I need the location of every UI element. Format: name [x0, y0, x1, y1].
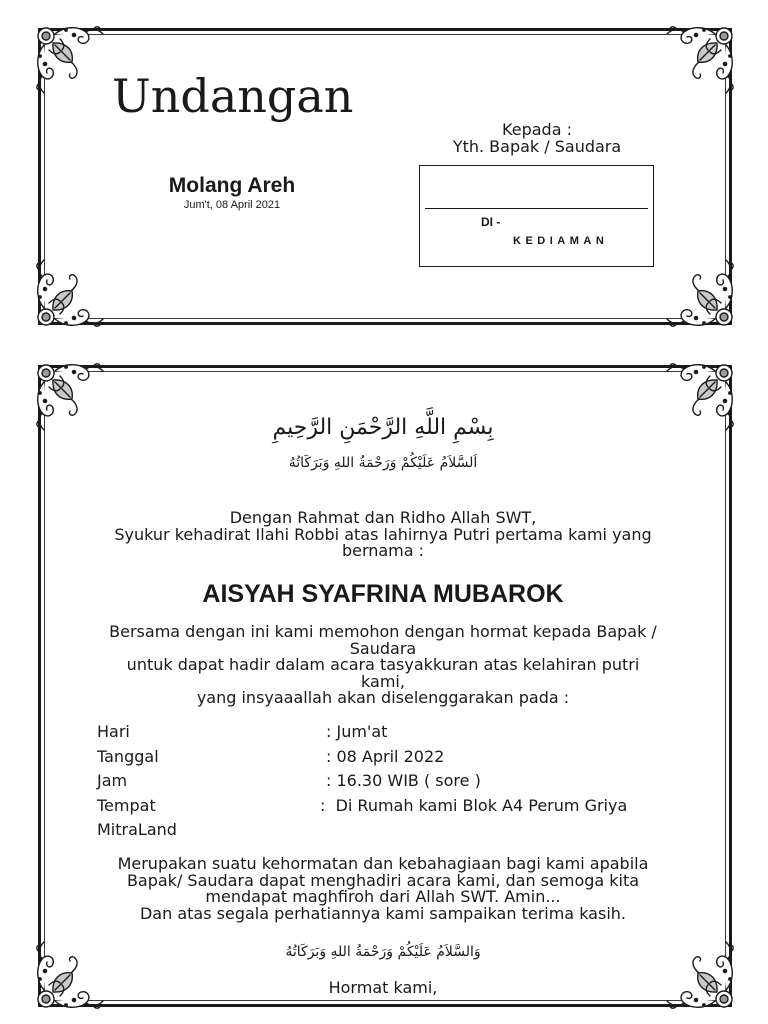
child-name: AISYAH SYAFRINA MUBAROK [202, 580, 564, 608]
detail-value: : 16.30 WIB ( sore ) [326, 771, 481, 790]
request-line: Saudara [349, 638, 417, 658]
corner-ornament-bottom-left-icon [33, 258, 105, 330]
detail-continuation: MitraLand [97, 820, 177, 839]
address-place: KEDIAMAN [513, 235, 609, 247]
closing-line: Merupakan suatu kehormatan dan kebahagiaan bagi kami apabila [117, 854, 649, 873]
opening-line: bernama : [341, 541, 425, 561]
detail-row-place-continuation [97, 818, 697, 843]
closing-line: mendapat maghfiroh dari Allah SWT. Amin... [205, 887, 561, 907]
detail-label: Jam [97, 771, 128, 790]
request-line: yang insyaaallah akan diselenggarakan pada : [196, 688, 570, 708]
salam-greeting: اَلسَّلاَمُ عَلَيْكُمْ وَرَحْمَةُ اللهِ وَبَرَكَاتُهُ [288, 455, 478, 471]
detail-label: Tanggal [97, 746, 159, 766]
detail-row-time [97, 769, 697, 794]
recipient-block [417, 121, 657, 155]
opening-line: Dengan Rahmat dan Ridho Allah SWT, [229, 508, 537, 527]
event-date: Jum't, 08 April 2021 [183, 199, 281, 211]
corner-ornament-top-right-icon [665, 360, 737, 432]
detail-value: : Jum'at [326, 722, 388, 741]
closing-salam: وَالسَّلاَمُ عَلَيْكُمْ وَرَحْمَةُ اللهِ وَبَرَكَاتُهُ [285, 944, 481, 960]
corner-ornament-top-right-icon [665, 23, 737, 95]
opening-line: Syukur kehadirat Ilahi Robbi atas lahirnya Putri pertama kami yang [114, 524, 652, 544]
recipient-label: Kepada : [502, 120, 572, 139]
address-write-line [425, 208, 648, 209]
corner-ornament-bottom-right-icon [665, 940, 737, 1012]
letter-card [38, 365, 732, 1007]
request-paragraph [36, 624, 730, 707]
address-prefix: DI - [481, 215, 501, 229]
detail-value: : Di Rumah kami Blok A4 Perum Griya [320, 795, 628, 815]
closing-line: Dan atas segala perhatiannya kami sampaikan terima kasih. [139, 904, 626, 924]
detail-row-date [97, 745, 697, 770]
detail-label: Hari [97, 722, 130, 741]
address-box [419, 165, 654, 267]
corner-ornament-top-left-icon [33, 360, 105, 432]
opening-paragraph [36, 510, 730, 560]
request-line: kami, [361, 671, 405, 691]
event-details [97, 720, 697, 843]
closing-line: Bapak/ Saudara dapat menghadiri acara kami, dan semoga kita [126, 870, 640, 890]
corner-ornament-bottom-right-icon [665, 258, 737, 330]
closing-paragraph [36, 856, 730, 923]
envelope-card [38, 28, 732, 325]
sign-off: Hormat kami, [328, 978, 438, 997]
bismillah-calligraphy: بِسْمِ اللَّهِ الرَّحْمَنِ الرَّحِيمِ [272, 415, 494, 440]
request-line: untuk dapat hadir dalam acara tasyakkuran atas kelahiran putri [126, 655, 640, 675]
request-line: Bersama dengan ini kami memohon dengan hormat kepada Bapak / [109, 622, 657, 641]
corner-ornament-top-left-icon [33, 23, 105, 95]
detail-value: : 08 April 2022 [326, 746, 445, 766]
detail-row-day [97, 720, 697, 745]
event-name: Molang Areh [168, 174, 296, 197]
recipient-salutation: Yth. Bapak / Saudara [452, 137, 622, 156]
detail-label: Tempat [97, 795, 156, 815]
detail-row-place [97, 794, 697, 819]
corner-ornament-bottom-left-icon [33, 940, 105, 1012]
invitation-title: Undangan [112, 69, 354, 123]
